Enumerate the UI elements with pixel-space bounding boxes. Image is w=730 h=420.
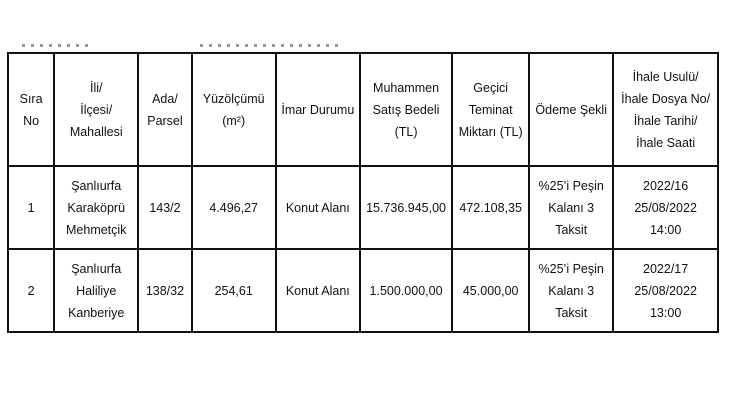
cell-text: 2 [27,283,35,298]
cell-text: Satış Bedeli [372,102,440,117]
header-muhammen-bedel [360,53,452,166]
header-gecici-teminat [452,53,529,166]
table-row [8,166,718,249]
cell-gecici-teminat [452,249,529,332]
cell-odeme-sekli [529,166,613,249]
cell-sira-no [8,249,54,332]
cell-text: (m²) [222,113,246,128]
cell-text: 1.500.000,00 [369,283,443,298]
cell-text: %25’i Peşin [538,261,604,276]
cell-text: Ada/ [152,91,178,106]
table-body [8,166,718,332]
header-yuzolcumu [192,53,276,166]
cell-text: İhale Usulü/ [632,69,699,84]
cell-text: (TL) [394,124,418,139]
cell-text: İhale Saati [636,135,696,150]
cell-text: 25/08/2022 [634,283,697,298]
header-ihale-bilgileri [613,53,718,166]
cell-text: Konut Alanı [285,200,350,215]
cell-text: 138/32 [145,283,185,298]
cell-text: İlçesi/ [80,102,113,117]
cell-yuzolcumu [192,166,276,249]
cell-text: 143/2 [149,200,181,215]
cell-text: 13:00 [649,305,682,320]
cell-text: 1 [27,200,35,215]
cell-imar-durumu [276,249,360,332]
cell-text: İmar Durumu [281,102,355,117]
cell-text: İhale Tarihi/ [633,113,698,128]
cell-text: Geçici [473,80,509,95]
cell-muhammen-bedel [360,166,452,249]
cell-text: 472.108,35 [459,200,522,215]
cell-odeme-sekli [529,249,613,332]
cell-location [54,166,138,249]
cell-ihale-bilgileri [613,249,718,332]
cell-text: Miktarı (TL) [458,124,523,139]
cell-text: 2022/17 [643,261,689,276]
cell-text: Muhammen [373,80,440,95]
cell-text: 15.736.945,00 [366,200,447,215]
cell-text: İhale Dosya No/ [621,91,711,106]
cell-sira-no [8,166,54,249]
cell-ihale-bilgileri [613,166,718,249]
cell-text: Şanlıurfa [71,261,122,276]
cell-text: İli/ [89,80,103,95]
cell-text: 45.000,00 [462,283,519,298]
cell-text: Parsel [147,113,183,128]
cell-text: Haliliye [76,283,117,298]
cell-text: 254,61 [214,283,253,298]
cell-text: Kalanı 3 [548,200,595,215]
cell-text: 4.496,27 [209,200,259,215]
header-il-ilce-mahalle [54,53,138,166]
cell-gecici-teminat [452,166,529,249]
cell-ada-parsel [138,166,191,249]
cell-location [54,249,138,332]
header-ada-parsel [138,53,191,166]
cell-text: Sıra [19,91,43,106]
cell-text: Ödeme Şekli [535,102,607,117]
cell-text: 2022/16 [643,178,689,193]
cell-text: 14:00 [649,222,682,237]
cell-text: Yüzölçümü [202,91,265,106]
cell-text: Kalanı 3 [548,283,595,298]
cell-ada-parsel [138,249,191,332]
table-header-row [8,53,718,166]
cell-text: Mehmetçik [66,222,127,237]
cell-text: Taksit [555,305,588,320]
cell-text: No [23,113,40,128]
header-sira-no [8,53,54,166]
cell-text: Karaköprü [67,200,126,215]
cell-muhammen-bedel [360,249,452,332]
cell-text: Mahallesi [69,124,123,139]
header-odeme-sekli [529,53,613,166]
scan-artifact-line [22,44,92,47]
cell-text: Kanberiye [68,305,125,320]
auction-table [7,52,719,333]
cell-yuzolcumu [192,249,276,332]
cell-text: Şanlıurfa [71,178,122,193]
cell-text: Teminat [468,102,513,117]
scan-artifact-line [200,44,340,47]
cell-text: Konut Alanı [285,283,350,298]
header-imar-durumu [276,53,360,166]
cell-imar-durumu [276,166,360,249]
table-row [8,249,718,332]
cell-text: 25/08/2022 [634,200,697,215]
cell-text: Taksit [555,222,588,237]
cell-text: %25’i Peşin [538,178,604,193]
